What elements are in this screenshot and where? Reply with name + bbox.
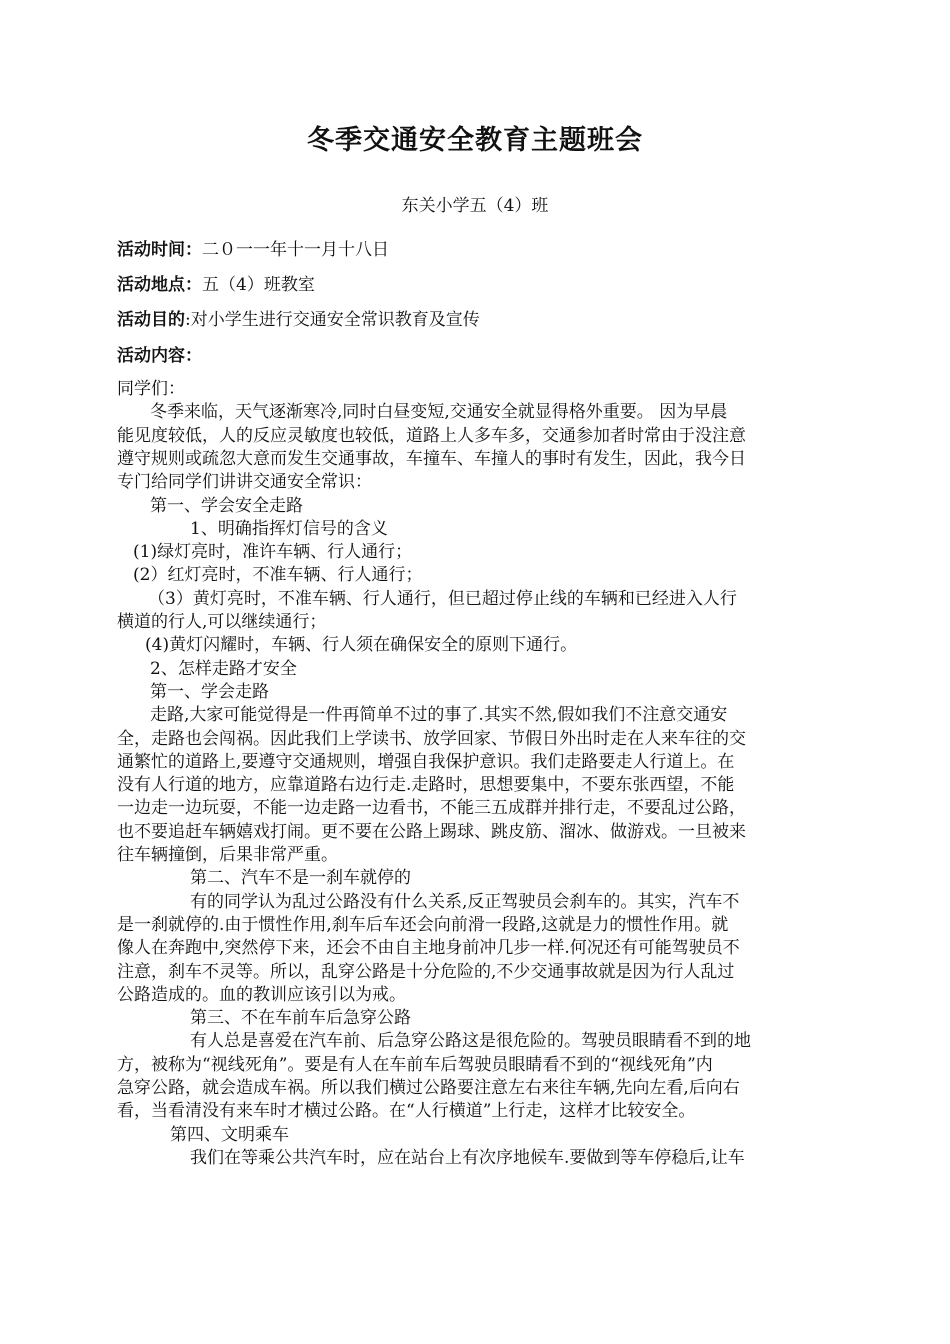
body-line: 全，走路也会闯祸。因此我们上学读书、放学回家、节假日外出时走在人来车往的交 — [117, 729, 746, 749]
body-line: 第二、汽车不是一刹车就停的 — [190, 868, 411, 888]
body-line: 没有人行道的地方，应靠道路右边行走.走路时，思想要集中，不要东张西望，不能 — [117, 775, 735, 795]
body-line: 第一、学会安全走路 — [150, 496, 303, 516]
body-line: （3）黄灯亮时，不准车辆、行人通行，但已超过停止线的车辆和已经进入人行 — [148, 589, 737, 609]
body-line: 有人总是喜爱在汽车前、后急穿公路这是很危险的。驾驶员眼睛看不到的地 — [190, 1031, 751, 1051]
document-title: 冬季交通安全教育主题班会 — [307, 125, 643, 156]
meta-activity-time — [117, 235, 837, 260]
body-line: 往车辆撞倒，后果非常严重。 — [117, 845, 338, 865]
document-subtitle: 东关小学五（4）班 — [401, 196, 549, 216]
meta-activity-content — [117, 341, 837, 366]
body-line: 我们在等乘公共汽车时，应在站台上有次序地候车.要做到等车停稳后,让车 — [190, 1148, 745, 1168]
body-line: 能见度较低，人的反应灵敏度也较低，道路上人多车多，交通参加者时常由于没注意 — [117, 426, 746, 446]
meta-activity-location — [117, 270, 837, 295]
body-line: 1、明确指挥灯信号的含义 — [190, 519, 388, 539]
meta-label: 活动内容： — [117, 346, 202, 366]
body-line: 一边走一边玩耍，不能一边走路一边看书，不能三五成群并排行走，不要乱过公路， — [117, 798, 746, 818]
meta-value: :对小学生进行交通安全常识教育及宣传 — [185, 310, 480, 330]
body-line: 同学们： — [117, 379, 185, 399]
meta-label: 活动地点： — [117, 275, 202, 295]
body-line: 专门给同学们讲讲交通安全常识： — [117, 472, 372, 492]
body-line: 看，当看清没有来车时才横过公路。在“人行横道”上行走，这样才比较安全。 — [117, 1101, 696, 1121]
body-line: 冬季来临，天气逐渐寒冷,同时白昼变短,交通安全就显得格外重要。 因为早晨 — [150, 402, 728, 422]
body-line: (2）红灯亮时，不准车辆、行人通行； — [133, 565, 423, 585]
body-line: 横道的行人,可以继续通行； — [117, 612, 327, 632]
body-line: 2、怎样走路才安全 — [150, 659, 297, 679]
body-line: 像人在奔跑中,突然停下来，还会不由自主地身前冲几步一样.何况还有可能驾驶员不 — [117, 938, 740, 958]
body-line: 第三、不在车前车后急穿公路 — [190, 1008, 411, 1028]
meta-label: 活动时间： — [117, 240, 202, 260]
body-line: 也不要追赶车辆嬉戏打闹。更不要在公路上踢球、跳皮筋、溜冰、做游戏。一旦被来 — [117, 822, 746, 842]
meta-activity-purpose — [117, 305, 837, 330]
meta-value: 五（4）班教室 — [202, 275, 315, 295]
body-line: (1)绿灯亮时，准许车辆、行人通行； — [133, 542, 413, 562]
body-line: 有的同学认为乱过公路没有什么关系,反正驾驶员会刹车的。其实，汽车不 — [190, 892, 740, 912]
body-line: 方，被称为“视线死角”。要是有人在车前车后驾驶员眼睛看不到的“视线死角”内 — [117, 1055, 713, 1075]
meta-value: 二０一一年十一月十八日 — [202, 240, 389, 260]
body-line: (4)黄灯闪耀时，车辆、行人须在确保安全的原则下通行。 — [145, 635, 578, 655]
meta-label: 活动目的 — [117, 310, 185, 330]
body-line: 公路造成的。血的教训应该引以为戒。 — [117, 985, 406, 1005]
body-line: 注意，刹车不灵等。所以，乱穿公路是十分危险的,不少交通事故就是因为行人乱过 — [117, 962, 735, 982]
body-line: 第一、学会走路 — [150, 682, 269, 702]
body-line: 通繁忙的道路上,要遵守交通规则，增强自我保护意识。我们走路要走人行道上。在 — [117, 752, 735, 772]
body-line: 遵守规则或疏忽大意而发生交通事故，车撞车、车撞人的事时有发生，因此，我今日 — [117, 449, 746, 469]
body-line: 第四、文明乘车 — [170, 1125, 289, 1145]
body-line: 急穿公路，就会造成车祸。所以我们横过公路要注意左右来往车辆,先向左看,后向右 — [117, 1078, 740, 1098]
body-line: 走路,大家可能觉得是一件再简单不过的事了.其实不然,假如我们不注意交通安 — [150, 705, 728, 725]
body-line: 是一刹就停的.由于惯性作用,刹车后车还会向前滑一段路,这就是力的惯性作用。就 — [117, 915, 729, 935]
